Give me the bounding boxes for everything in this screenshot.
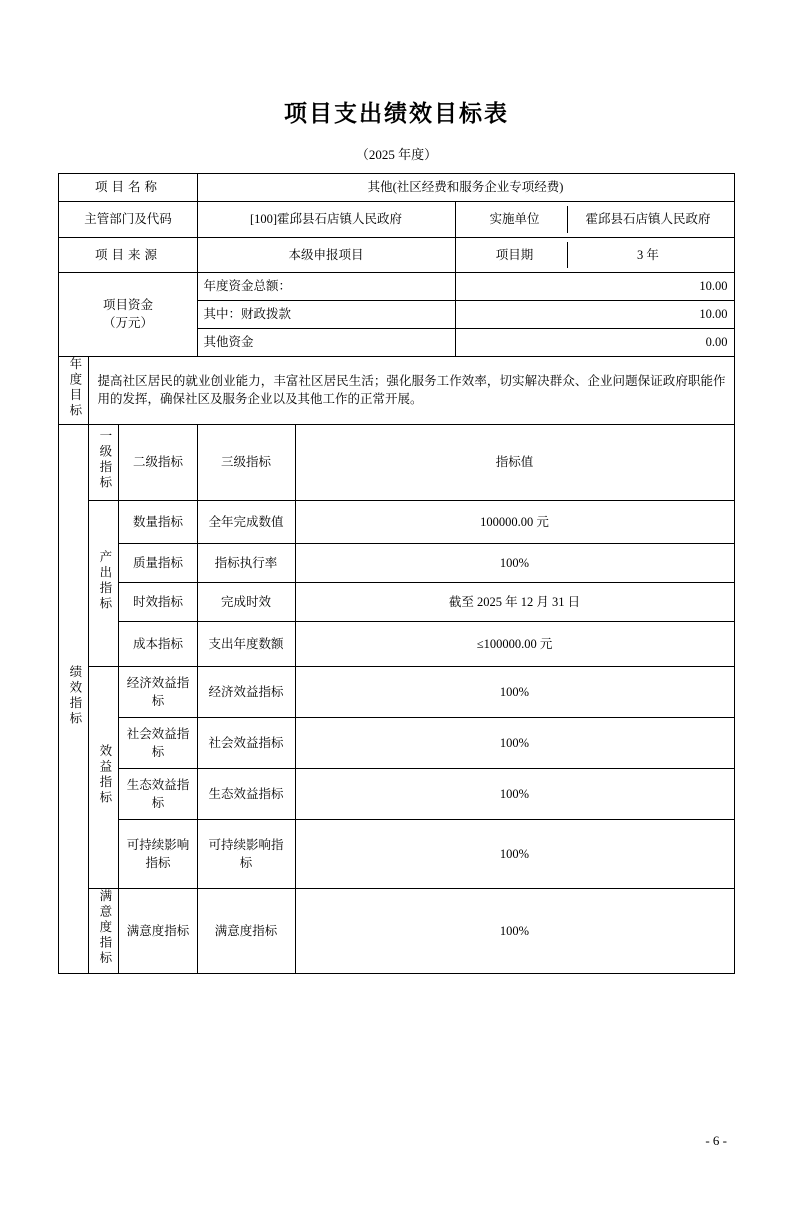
project-name-value: 其他(社区经费和服务企业专项经费) <box>197 174 734 202</box>
funds-label-unit: （万元） <box>102 316 153 331</box>
source-label: 项目来源 <box>59 237 197 273</box>
level3-label: 完成时效 <box>197 583 295 622</box>
table-row <box>59 273 734 301</box>
funds-label-text: 项目资金 <box>102 297 153 312</box>
table-row <box>59 820 734 889</box>
level2-label: 时效指标 <box>119 583 197 622</box>
level2-label: 可持续影响指标 <box>119 820 197 889</box>
column-header-value: 指标值 <box>295 425 734 501</box>
fund-row-name: 年度资金总额： <box>197 273 455 301</box>
level2-label: 成本指标 <box>119 622 197 667</box>
fund-row-name: 其他资金 <box>197 328 455 356</box>
level2-label: 满意度指标 <box>119 889 197 973</box>
column-header-level2: 二级指标 <box>119 425 197 501</box>
table-row <box>59 356 734 425</box>
level3-label: 生态效益指标 <box>197 769 295 820</box>
group-label-output <box>89 501 119 667</box>
performance-label <box>59 425 89 973</box>
indicator-value: 100% <box>295 667 734 718</box>
group-label-benefit <box>89 667 119 889</box>
table-row <box>59 544 734 583</box>
funds-label <box>59 273 197 356</box>
column-header-level3: 三级指标 <box>197 425 295 501</box>
indicator-value: 100000.00 元 <box>295 501 734 544</box>
page-number: - 6 - <box>705 1133 727 1148</box>
level2-label: 生态效益指标 <box>119 769 197 820</box>
table-row <box>59 501 734 544</box>
unit-cell <box>455 201 734 237</box>
level2-label: 社会效益指标 <box>119 718 197 769</box>
performance-target-table <box>58 173 734 974</box>
annual-goal-text: 提高社区居民的就业创业能力，丰富社区居民生活；强化服务工作效率，切实解决群众、企业问题保证政府职能作用的发挥，确保社区及服务企业以及其他工作的正常开展。 <box>89 356 734 425</box>
fund-row-value: 10.00 <box>455 301 734 329</box>
table-row <box>59 667 734 718</box>
level3-label: 指标执行率 <box>197 544 295 583</box>
dept-label: 主管部门及代码 <box>59 201 197 237</box>
level2-label: 数量指标 <box>119 501 197 544</box>
table-row <box>59 889 734 973</box>
fund-row-name: 其中：财政拨款 <box>197 301 455 329</box>
indicator-value: 截至 2025 年 12 月 31 日 <box>295 583 734 622</box>
indicator-value: 100% <box>295 769 734 820</box>
level2-label: 经济效益指标 <box>119 667 197 718</box>
level3-label: 可持续影响指标 <box>197 820 295 889</box>
project-name-label: 项目名称 <box>59 174 197 202</box>
table-row <box>59 174 734 202</box>
unit-value: 霍邱县石店镇人民政府 <box>568 206 728 233</box>
indicator-value: 100% <box>295 718 734 769</box>
source-value: 本级申报项目 <box>197 237 455 273</box>
level3-label: 满意度指标 <box>197 889 295 973</box>
unit-label: 实施单位 <box>489 211 540 226</box>
performance-label-text: 绩效指标 <box>67 665 82 727</box>
table-row <box>59 583 734 622</box>
indicator-value: ≤100000.00 元 <box>295 622 734 667</box>
level2-label: 质量指标 <box>119 544 197 583</box>
dept-value: [100]霍邱县石店镇人民政府 <box>197 201 455 237</box>
table-row <box>59 201 734 237</box>
group-label-benefit-text: 效益指标 <box>97 743 112 806</box>
table-row <box>59 622 734 667</box>
page-subtitle: （2025 年度） <box>355 147 438 162</box>
period-value: 3 年 <box>568 242 728 269</box>
group-label-satisfaction-text: 满意度指标 <box>97 889 112 967</box>
level3-label: 全年完成数值 <box>197 501 295 544</box>
table-row <box>59 237 734 273</box>
indicator-value: 100% <box>295 820 734 889</box>
group-label-output-text: 产出指标 <box>97 549 112 612</box>
document-page <box>0 95 793 1217</box>
table-row <box>59 769 734 820</box>
period-label: 项目期 <box>495 247 534 262</box>
page-title: 项目支出绩效目标表 <box>284 101 509 126</box>
table-row <box>59 425 734 501</box>
level3-label: 支出年度数额 <box>197 622 295 667</box>
group-label-satisfaction <box>89 889 119 973</box>
annual-goal-label <box>59 356 89 425</box>
fund-row-value: 10.00 <box>455 273 734 301</box>
level3-label: 经济效益指标 <box>197 667 295 718</box>
annual-goal-label-text: 年度目标 <box>67 356 82 419</box>
fund-row-value: 0.00 <box>455 328 734 356</box>
table-row <box>59 718 734 769</box>
level3-label: 社会效益指标 <box>197 718 295 769</box>
indicator-value: 100% <box>295 889 734 973</box>
column-header-level1 <box>89 425 119 501</box>
period-cell <box>455 237 734 273</box>
column-header-level1-text: 一级指标 <box>97 428 112 491</box>
indicator-value: 100% <box>295 544 734 583</box>
